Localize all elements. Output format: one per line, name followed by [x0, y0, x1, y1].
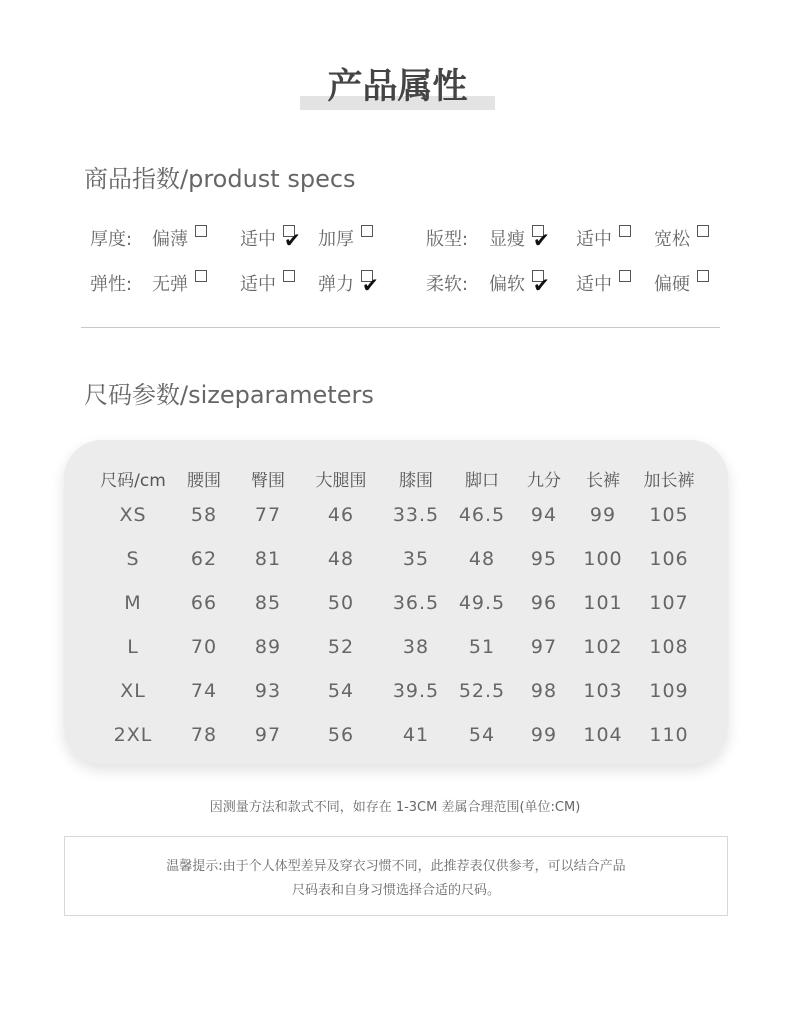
table-cell: 99 — [530, 724, 558, 746]
table-cell: 108 — [649, 636, 689, 658]
tip-line-2: 尺码表和自身习惯选择合适的尺码。 — [291, 883, 500, 898]
spec-option-label: 无弹 — [152, 274, 188, 295]
table-cell: 36.5 — [392, 592, 440, 614]
spec-option-label: 显瘦 — [489, 229, 525, 250]
table-cell: 95 — [530, 548, 558, 570]
page-title: 产品属性 — [327, 67, 468, 107]
table-cell: 96 — [530, 592, 558, 614]
table-cell: 35 — [402, 548, 430, 570]
column-header: 臀围 — [251, 471, 285, 491]
table-cell: 98 — [530, 680, 558, 702]
size-label-cell: M — [124, 592, 142, 614]
table-cell: 89 — [254, 636, 282, 658]
table-cell: 48 — [327, 548, 355, 570]
table-cell: 54 — [468, 724, 496, 746]
column-header: 尺码/cm — [100, 471, 166, 491]
table-cell: 78 — [190, 724, 218, 746]
table-cell: 106 — [649, 548, 689, 570]
title-block — [300, 62, 495, 112]
table-cell: 97 — [530, 636, 558, 658]
table-cell: 62 — [190, 548, 218, 570]
specs-heading: 商品指数/produst specs — [84, 165, 356, 193]
checkmark-icon: ✔ — [533, 228, 550, 252]
spec-option-label: 适中 — [240, 274, 276, 295]
checkbox-unchecked[interactable] — [697, 270, 709, 282]
table-cell: 109 — [649, 680, 689, 702]
table-cell: 52.5 — [458, 680, 506, 702]
divider — [81, 327, 720, 328]
spec-attribute-label: 弹性: — [90, 274, 133, 295]
table-cell: 81 — [254, 548, 282, 570]
table-cell: 39.5 — [392, 680, 440, 702]
table-cell: 97 — [254, 724, 282, 746]
table-cell: 70 — [190, 636, 218, 658]
spec-option-label: 偏薄 — [152, 229, 188, 250]
checkbox-unchecked[interactable] — [283, 270, 295, 282]
table-cell: 101 — [583, 592, 623, 614]
size-heading: 尺码参数/sizeparameters — [84, 381, 374, 409]
checkbox-unchecked[interactable] — [619, 270, 631, 282]
size-label-cell: XL — [120, 680, 146, 702]
column-header: 腰围 — [187, 471, 221, 491]
size-label-cell: 2XL — [113, 724, 153, 746]
checkbox-unchecked[interactable] — [361, 225, 373, 237]
column-header: 九分 — [527, 471, 561, 491]
table-cell: 41 — [402, 724, 430, 746]
column-header: 脚口 — [465, 471, 499, 491]
checkmark-icon: ✔ — [362, 273, 379, 297]
checkmark-icon: ✔ — [533, 273, 550, 297]
column-header: 大腿围 — [315, 471, 367, 491]
table-cell: 105 — [649, 504, 689, 526]
table-cell: 54 — [327, 680, 355, 702]
size-table — [64, 440, 728, 764]
table-cell: 66 — [190, 592, 218, 614]
spec-option-label: 加厚 — [318, 229, 354, 250]
table-cell: 93 — [254, 680, 282, 702]
spec-option-label: 适中 — [576, 229, 612, 250]
column-header: 长裤 — [586, 471, 620, 491]
table-cell: 48 — [468, 548, 496, 570]
measurement-note: 因测量方法和款式不同，如存在 1-3CM 差属合理范围(单位:CM) — [209, 800, 581, 815]
spec-row — [0, 225, 790, 255]
spec-option-label: 偏硬 — [654, 274, 690, 295]
table-cell: 33.5 — [392, 504, 440, 526]
table-cell: 52 — [327, 636, 355, 658]
table-cell: 110 — [649, 724, 689, 746]
checkbox-unchecked[interactable] — [195, 225, 207, 237]
table-cell: 56 — [327, 724, 355, 746]
spec-attribute-label: 版型: — [426, 229, 469, 250]
spec-row — [0, 270, 790, 300]
table-cell: 100 — [583, 548, 623, 570]
table-cell: 50 — [327, 592, 355, 614]
spec-attribute-label: 厚度: — [90, 229, 133, 250]
column-header: 膝围 — [399, 471, 433, 491]
table-cell: 102 — [583, 636, 623, 658]
size-label-cell: L — [127, 636, 139, 658]
tip-line-1: 温馨提示:由于个人体型差异及穿衣习惯不同，此推荐表仅供参考，可以结合产品 — [166, 859, 626, 874]
spec-option-label: 偏软 — [489, 274, 525, 295]
table-cell: 51 — [468, 636, 496, 658]
table-cell: 107 — [649, 592, 689, 614]
checkbox-unchecked[interactable] — [697, 225, 709, 237]
table-cell: 99 — [589, 504, 617, 526]
spec-option-label: 宽松 — [654, 229, 690, 250]
table-cell: 103 — [583, 680, 623, 702]
spec-option-label: 弹力 — [318, 274, 354, 295]
checkbox-unchecked[interactable] — [619, 225, 631, 237]
size-label-cell: XS — [119, 504, 147, 526]
checkmark-icon: ✔ — [284, 228, 301, 252]
table-cell: 46 — [327, 504, 355, 526]
table-cell: 46.5 — [458, 504, 506, 526]
column-header: 加长裤 — [643, 471, 695, 491]
table-cell: 74 — [190, 680, 218, 702]
spec-option-label: 适中 — [576, 274, 612, 295]
table-cell: 104 — [583, 724, 623, 746]
table-cell: 58 — [190, 504, 218, 526]
spec-option-label: 适中 — [240, 229, 276, 250]
checkbox-unchecked[interactable] — [195, 270, 207, 282]
table-cell: 85 — [254, 592, 282, 614]
spec-attribute-label: 柔软: — [426, 274, 469, 295]
table-cell: 38 — [402, 636, 430, 658]
tip-box — [64, 836, 728, 916]
table-cell: 94 — [530, 504, 558, 526]
table-cell: 49.5 — [458, 592, 506, 614]
table-cell: 77 — [254, 504, 282, 526]
size-label-cell: S — [126, 548, 140, 570]
